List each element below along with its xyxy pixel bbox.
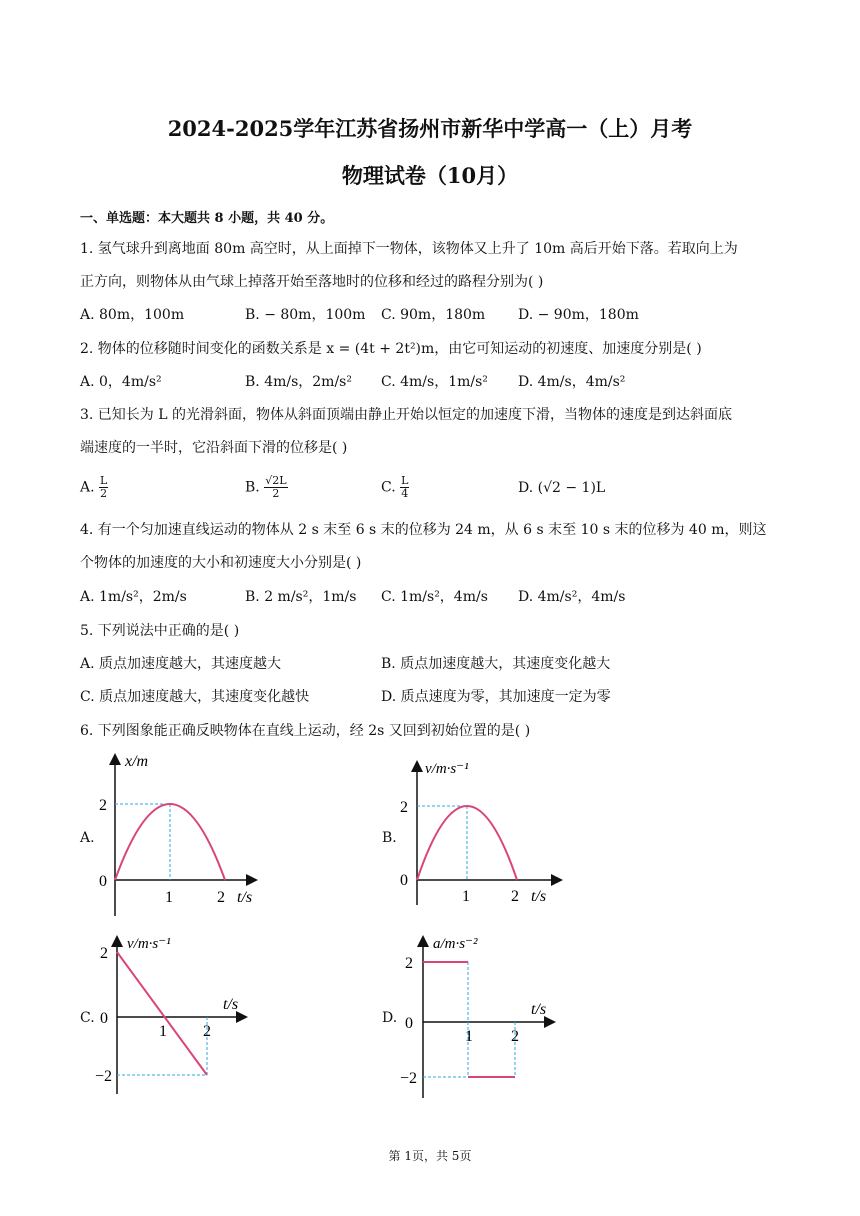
question-5-text: 5. 下列说法中正确的是( ) [80, 623, 240, 639]
q3-option-c [381, 475, 409, 500]
x-axis-label: t/s [223, 996, 239, 1013]
q3-option-b [245, 475, 288, 500]
graph-b [395, 755, 595, 920]
graph-d [395, 932, 565, 1102]
q3-option-a-label: A. [80, 479, 95, 496]
fraction [99, 475, 108, 500]
q3-option-c-label: C. [381, 479, 396, 496]
denominator: 2 [100, 487, 108, 500]
question-2-text: 2. 物体的位移随时间变化的函数关系是 x = (4t + 2t²)m，由它可知运动的初速度、加速度分别是( ) [80, 341, 702, 357]
q1-option-d: D. − 90m，180m [518, 307, 639, 323]
numerator: L [401, 474, 409, 487]
q5-option-a: A. 质点加速度越大，其速度越大 [80, 656, 282, 672]
origin-label: 0 [100, 1010, 108, 1027]
q1-option-a: A. 80m，100m [80, 307, 185, 323]
numerator: L [100, 474, 108, 487]
question-4-text: 4. 有一个匀加速直线运动的物体从 2 s 末至 6 s 末的位移为 24 m，从 6 s 末至 10 s 末的位移为 40 m，则这 [80, 522, 767, 538]
y-tick-label: 2 [100, 945, 108, 962]
q5-option-d: D. 质点速度为零，其加速度一定为零 [381, 689, 611, 705]
question-3-text-cont: 端速度的一半时，它沿斜面下滑的位移是( ) [80, 440, 348, 456]
origin-label: 0 [99, 873, 107, 890]
page-subtitle: 物理试卷（10月） [341, 163, 519, 188]
q3-option-b-label: B. [245, 479, 260, 496]
x-tick-label: 2 [203, 1023, 211, 1040]
q2-option-b: B. 4m/s，2m/s² [245, 374, 352, 390]
origin-label: 0 [400, 872, 408, 889]
x-tick-label: 1 [165, 889, 173, 906]
q5-option-c: C. 质点加速度越大，其速度变化越快 [80, 689, 310, 705]
x-axis-label: t/s [531, 888, 547, 905]
curve [117, 952, 207, 1075]
page-title: 2024-2025学年江苏省扬州市新华中学高一（上）月考 [167, 116, 693, 141]
q5-option-b: B. 质点加速度越大，其速度变化越大 [381, 656, 611, 672]
y-axis-label: v/m·s⁻¹ [127, 936, 171, 952]
q2-option-a: A. 0，4m/s² [80, 374, 162, 390]
q4-option-d: D. 4m/s²，4m/s [518, 589, 626, 605]
y-axis-label: v/m·s⁻¹ [425, 761, 469, 777]
y-tick-label: 2 [99, 797, 107, 814]
x-tick-label: 2 [511, 1028, 519, 1045]
question-4-text-cont: 个物体的加速度的大小和初速度大小分别是( ) [80, 555, 362, 571]
x-tick-label: 1 [465, 1028, 473, 1045]
y-tick-label: 2 [405, 955, 413, 972]
q2-option-d: D. 4m/s，4m/s² [518, 374, 626, 390]
x-tick-label: 1 [462, 888, 470, 905]
y-tick-label: −2 [95, 1068, 113, 1085]
q3-option-a [80, 475, 108, 500]
graph-c [95, 932, 265, 1097]
q1-option-b: B. − 80m，100m [245, 307, 366, 323]
page-footer: 第 1页，共 5页 [388, 1149, 472, 1163]
q3-option-d: D. (√2 − 1)L [518, 480, 606, 496]
graph-b-label: B. [382, 830, 397, 846]
q4-option-a: A. 1m/s²，2m/s [80, 589, 187, 605]
question-1-text: 1. 氢气球升到离地面 80m 高空时，从上面掉下一物体，该物体又上升了 10m 高后开始下落。若取向上为 [80, 241, 738, 257]
x-axis-label: t/s [237, 889, 253, 906]
graph-a-label: A. [80, 830, 95, 846]
x-tick-label: 2 [511, 888, 519, 905]
y-tick-label: −2 [400, 1070, 418, 1087]
x-axis-label: t/s [531, 1001, 547, 1018]
y-axis-label: x/m [125, 753, 149, 770]
denominator: 4 [401, 487, 409, 500]
graph-d-label: D. [382, 1010, 398, 1026]
graph-a [95, 748, 295, 923]
question-1-text-cont: 正方向，则物体从由气球上掉落开始至落地时的位移和经过的路程分别为( ) [80, 274, 544, 290]
q1-option-c: C. 90m，180m [381, 307, 486, 323]
fraction [400, 475, 409, 500]
question-3-text: 3. 已知长为 L 的光滑斜面，物体从斜面顶端由静止开始以恒定的加速度下滑，当物体的速度是到达斜面底 [80, 407, 733, 423]
x-tick-label: 2 [217, 889, 225, 906]
y-axis-label: a/m·s⁻² [433, 936, 478, 952]
q4-option-c: C. 1m/s²，4m/s [381, 589, 488, 605]
origin-label: 0 [405, 1015, 413, 1032]
y-tick-label: 2 [400, 799, 408, 816]
q4-option-b: B. 2 m/s²，1m/s [245, 589, 357, 605]
numerator: √2L [265, 474, 287, 487]
fraction [264, 475, 287, 500]
x-tick-label: 1 [159, 1023, 167, 1040]
graph-c-label: C. [80, 1010, 95, 1026]
q2-option-c: C. 4m/s，1m/s² [381, 374, 488, 390]
question-6-text: 6. 下列图象能正确反映物体在直线上运动，经 2s 又回到初始位置的是( ) [80, 723, 531, 739]
section-heading: 一、单选题：本大题共 8 小题，共 40 分。 [80, 211, 334, 226]
denominator: 2 [272, 487, 280, 500]
